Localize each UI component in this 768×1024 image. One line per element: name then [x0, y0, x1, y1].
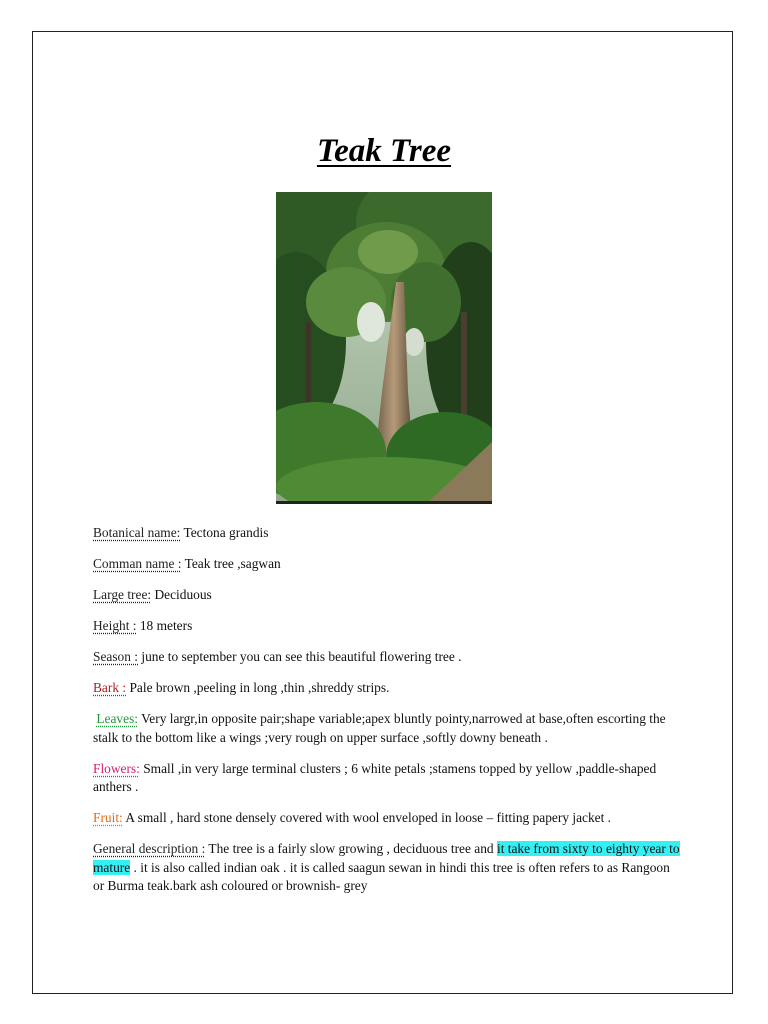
general-description-text-after: . it is also called indian oak . it is called saagun sewan in hindi this tree is often refers to as Rangoon or Burma teak.bark ash coloured or brownish- grey [93, 859, 670, 893]
flowers-label: Flowers: [93, 760, 140, 776]
season-label: Season : [93, 649, 139, 664]
bark-label: Bark : [93, 680, 127, 695]
general-description-highlight: it take from sixty to eighty year to mature [93, 841, 680, 875]
general-description-row [93, 840, 683, 896]
common-name-value: Teak tree ,sagwan [181, 556, 281, 571]
teak-tree-photo [276, 192, 492, 504]
height-row [93, 617, 683, 636]
flowers-value: Small ,in very large terminal clusters ; 6 white petals ;stamens topped by yellow ,paddle-shaped anthers . [93, 760, 657, 794]
common-name-label: Comman name : [93, 556, 182, 571]
botanical-name-row [93, 524, 683, 543]
page-title: Teak Tree [316, 133, 452, 169]
general-description-label: General description : [93, 841, 206, 856]
general-description-text-before: The tree is a fairly slow growing , deciduous tree and [205, 841, 497, 856]
fruit-label: Fruit: [93, 810, 123, 825]
height-label: Height : [93, 618, 137, 633]
season-row [93, 648, 683, 667]
large-tree-value: Deciduous [151, 587, 212, 602]
leaves-value: Very largr,in opposite pair;shape variable;apex bluntly pointy,narrowed at base,often escorting the stalk to the bottom like a wings ;very rough on upper surface ,softly downy beneath . [93, 711, 666, 745]
bark-row [93, 679, 683, 698]
teak-tree-illustration [276, 192, 492, 504]
height-value: 18 meters [136, 618, 193, 633]
leaves-label: Leaves: [96, 711, 138, 726]
fruit-value: A small , hard stone densely covered with wool enveloped in loose – fitting papery jacket . [122, 810, 612, 825]
large-tree-label: Large tree: [93, 587, 152, 602]
tree-details [93, 524, 683, 908]
bark-value: Pale brown ,peeling in long ,thin ,shreddy strips. [126, 680, 390, 695]
season-value: june to september you can see this beautiful flowering tree . [138, 649, 462, 664]
large-tree-row [93, 586, 683, 605]
flowers-row [93, 760, 683, 797]
botanical-name-label: Botanical name: [93, 525, 181, 540]
leaves-row [93, 710, 683, 747]
fruit-row [93, 809, 683, 828]
common-name-row [93, 555, 683, 574]
botanical-name-value: Tectona grandis [180, 525, 269, 540]
